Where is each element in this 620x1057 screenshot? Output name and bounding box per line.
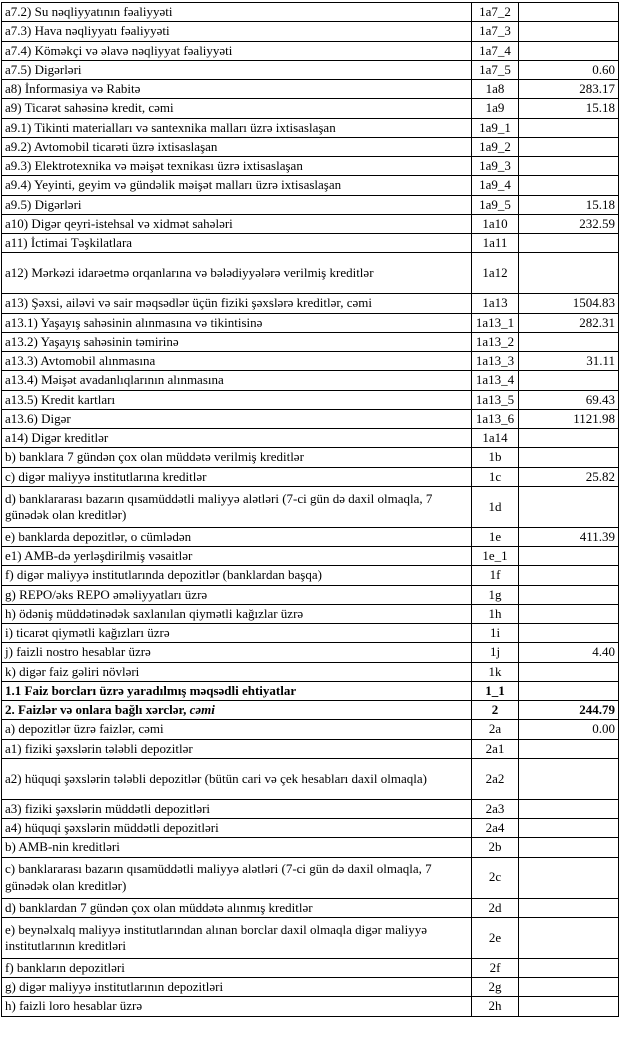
- row-label: g) digər maliyyə institutlarının depozitləri: [2, 978, 472, 997]
- table-row: [2, 681, 619, 700]
- row-code: 1a9_5: [472, 195, 519, 214]
- table-row: [2, 234, 619, 253]
- row-label: a14) Digər kreditlər: [2, 429, 472, 448]
- row-label: a13.2) Yaşayış sahəsinin təmirinə: [2, 332, 472, 351]
- row-label: a7.3) Hava nəqliyyatı fəaliyyəti: [2, 22, 472, 41]
- row-code: 1a9: [472, 99, 519, 118]
- table-row: [2, 799, 619, 818]
- row-label: j) faizli nostro hesablar üzrə: [2, 643, 472, 662]
- financial-report-table: [1, 2, 619, 1017]
- row-value: [519, 234, 619, 253]
- row-label: a10) Digər qeyri-istehsal və xidmət sahələri: [2, 214, 472, 233]
- row-value: [519, 819, 619, 838]
- table-row: [2, 958, 619, 977]
- row-label: a7.4) Köməkçi və əlavə nəqliyyat fəaliyyəti: [2, 41, 472, 60]
- row-code: 1a7_4: [472, 41, 519, 60]
- row-code: 1a13: [472, 294, 519, 313]
- row-label: 1.1 Faiz borcları üzrə yaradılmış məqsədli ehtiyatlar: [2, 681, 472, 700]
- row-label: a11) İctimai Təşkilatlara: [2, 234, 472, 253]
- row-label: e) banklarda depozitlər, o cümlədən: [2, 527, 472, 546]
- table-row: [2, 313, 619, 332]
- row-value: [519, 118, 619, 137]
- row-code: 1a7_3: [472, 22, 519, 41]
- row-code: 1a9_2: [472, 137, 519, 156]
- row-code: 2g: [472, 978, 519, 997]
- row-value: [519, 604, 619, 623]
- table-row: [2, 566, 619, 585]
- row-value: 0.00: [519, 720, 619, 739]
- table-row: [2, 157, 619, 176]
- table-row: [2, 294, 619, 313]
- table-row: [2, 585, 619, 604]
- row-label: a9.5) Digərləri: [2, 195, 472, 214]
- table-row: [2, 3, 619, 22]
- row-value: [519, 758, 619, 799]
- table-row: [2, 60, 619, 79]
- row-label: a13.4) Məişət avadanlıqlarının alınmasına: [2, 371, 472, 390]
- row-label: a9.4) Yeyinti, geyim və gündəlik məişət malları üzrə ixtisaslaşan: [2, 176, 472, 195]
- row-value: [519, 898, 619, 917]
- table-row: [2, 486, 619, 527]
- row-label: b) banklara 7 gündən çox olan müddətə verilmiş kreditlər: [2, 448, 472, 467]
- row-label: a1) fiziki şəxslərin tələbli depozitlər: [2, 739, 472, 758]
- row-label: a12) Mərkəzi idarəetmə orqanlarına və bələdiyyələrə verilmiş kreditlər: [2, 253, 472, 294]
- row-value: [519, 857, 619, 898]
- report-table-body: [2, 3, 619, 1017]
- row-label: c) banklararası bazarın qısamüddətli maliyyə alətləri (7-ci gün də daxil olmaqla, 7 günədək olan kreditlər): [2, 857, 472, 898]
- row-label: f) digər maliyyə institutlarında depozitlər (banklardan başqa): [2, 566, 472, 585]
- row-value: [519, 41, 619, 60]
- table-row: [2, 857, 619, 898]
- row-code: 2a: [472, 720, 519, 739]
- row-code: 1a14: [472, 429, 519, 448]
- row-value: 0.60: [519, 60, 619, 79]
- row-code: 1a13_3: [472, 352, 519, 371]
- row-code: 1a8: [472, 80, 519, 99]
- row-label: e1) AMB-də yerləşdirilmiş vəsaitlər: [2, 547, 472, 566]
- row-code: 2b: [472, 838, 519, 857]
- row-label: b) AMB-nin kreditləri: [2, 838, 472, 857]
- row-label: h) ödəniş müddətinədək saxlanılan qiymətli kağızlar üzrə: [2, 604, 472, 623]
- table-row: [2, 604, 619, 623]
- row-value: [519, 253, 619, 294]
- row-code: 2c: [472, 857, 519, 898]
- table-row: [2, 917, 619, 958]
- row-value: 232.59: [519, 214, 619, 233]
- table-row: [2, 467, 619, 486]
- row-label: e) beynəlxalq maliyyə institutlarından alınan borclar daxil olmaqla digər maliyyə institutlarının kreditləri: [2, 917, 472, 958]
- row-value: [519, 371, 619, 390]
- row-value: 244.79: [519, 701, 619, 720]
- table-row: [2, 22, 619, 41]
- row-value: [519, 547, 619, 566]
- table-row: [2, 214, 619, 233]
- row-code: 1e_1: [472, 547, 519, 566]
- row-label: a13.3) Avtomobil alınmasına: [2, 352, 472, 371]
- table-row: [2, 390, 619, 409]
- row-code: 1a7_5: [472, 60, 519, 79]
- table-row: [2, 758, 619, 799]
- row-value: 25.82: [519, 467, 619, 486]
- table-row: [2, 176, 619, 195]
- table-row: [2, 547, 619, 566]
- row-label: d) banklararası bazarın qısamüddətli maliyyə alətləri (7-ci gün də daxil olmaqla, 7 günədək olan kreditlər): [2, 486, 472, 527]
- row-code: 1a13_4: [472, 371, 519, 390]
- row-value: [519, 624, 619, 643]
- row-code: 2h: [472, 997, 519, 1016]
- row-label: a13.6) Digər: [2, 409, 472, 428]
- row-label: a8) İnformasiya və Rabitə: [2, 80, 472, 99]
- row-code: 1a9_3: [472, 157, 519, 176]
- table-row: [2, 643, 619, 662]
- row-code: 1a13_2: [472, 332, 519, 351]
- row-value: [519, 838, 619, 857]
- row-code: 1j: [472, 643, 519, 662]
- row-label: a13.5) Kredit kartları: [2, 390, 472, 409]
- row-code: 1a13_5: [472, 390, 519, 409]
- row-value: [519, 978, 619, 997]
- row-code: 1c: [472, 467, 519, 486]
- row-code: 1a13_1: [472, 313, 519, 332]
- row-code: 1k: [472, 662, 519, 681]
- row-code: 1a13_6: [472, 409, 519, 428]
- table-row: [2, 195, 619, 214]
- row-value: [519, 566, 619, 585]
- row-label: a9.1) Tikinti materialları və santexnika malları üzrə ixtisaslaşan: [2, 118, 472, 137]
- table-row: [2, 80, 619, 99]
- row-label: a9) Ticarət sahəsinə kredit, cəmi: [2, 99, 472, 118]
- row-value: [519, 486, 619, 527]
- row-value: 283.17: [519, 80, 619, 99]
- row-label: a4) hüquqi şəxslərin müddətli depozitləri: [2, 819, 472, 838]
- table-row: [2, 137, 619, 156]
- row-code: 1e: [472, 527, 519, 546]
- row-label-italic: cəmi: [189, 702, 215, 717]
- row-value: [519, 3, 619, 22]
- table-row: [2, 41, 619, 60]
- row-code: 1d: [472, 486, 519, 527]
- row-code: 1b: [472, 448, 519, 467]
- row-value: [519, 137, 619, 156]
- row-value: 15.18: [519, 195, 619, 214]
- row-code: 2: [472, 701, 519, 720]
- row-value: [519, 448, 619, 467]
- row-code: 1h: [472, 604, 519, 623]
- row-value: [519, 799, 619, 818]
- row-code: 1i: [472, 624, 519, 643]
- row-value: 1121.98: [519, 409, 619, 428]
- table-row: [2, 997, 619, 1016]
- row-code: 1f: [472, 566, 519, 585]
- row-value: [519, 585, 619, 604]
- row-label: 2. Faizlər və onlara bağlı xərclər, cəmi: [2, 701, 472, 720]
- table-row: [2, 99, 619, 118]
- row-label: a13.1) Yaşayış sahəsinin alınmasına və tikintisinə: [2, 313, 472, 332]
- row-label: a2) hüquqi şəxslərin tələbli depozitlər (bütün cari və çek hesabları daxil olmaqla): [2, 758, 472, 799]
- row-label: d) banklardan 7 gündən çox olan müddətə alınmış kreditlər: [2, 898, 472, 917]
- table-row: [2, 898, 619, 917]
- row-value: [519, 739, 619, 758]
- row-code: 2a4: [472, 819, 519, 838]
- row-label: i) ticarət qiymətli kağızları üzrə: [2, 624, 472, 643]
- row-value: 282.31: [519, 313, 619, 332]
- table-row: [2, 371, 619, 390]
- row-value: [519, 332, 619, 351]
- row-value: [519, 22, 619, 41]
- row-value: [519, 176, 619, 195]
- table-row: [2, 429, 619, 448]
- row-value: [519, 997, 619, 1016]
- row-code: 1_1: [472, 681, 519, 700]
- row-label: g) REPO/əks REPO əməliyyatları üzrə: [2, 585, 472, 604]
- row-value: 1504.83: [519, 294, 619, 313]
- table-row: [2, 662, 619, 681]
- row-code: 1a11: [472, 234, 519, 253]
- row-value: 4.40: [519, 643, 619, 662]
- row-label: a9.2) Avtomobil ticarəti üzrə ixtisaslaşan: [2, 137, 472, 156]
- row-value: [519, 681, 619, 700]
- row-value: 411.39: [519, 527, 619, 546]
- table-row: [2, 118, 619, 137]
- table-row: [2, 253, 619, 294]
- row-code: 1a7_2: [472, 3, 519, 22]
- row-value: [519, 917, 619, 958]
- row-code: 2a3: [472, 799, 519, 818]
- table-row: [2, 624, 619, 643]
- row-code: 1a12: [472, 253, 519, 294]
- row-label: c) digər maliyyə institutlarına kreditlər: [2, 467, 472, 486]
- row-value: 31.11: [519, 352, 619, 371]
- row-code: 2a2: [472, 758, 519, 799]
- row-value: [519, 429, 619, 448]
- row-code: 2a1: [472, 739, 519, 758]
- row-code: 1a9_1: [472, 118, 519, 137]
- row-code: 1a9_4: [472, 176, 519, 195]
- row-value: 15.18: [519, 99, 619, 118]
- row-code: 2f: [472, 958, 519, 977]
- table-row: [2, 409, 619, 428]
- row-value: [519, 157, 619, 176]
- row-label: a7.5) Digərləri: [2, 60, 472, 79]
- row-code: 1g: [472, 585, 519, 604]
- row-label: a7.2) Su nəqliyyatının fəaliyyəti: [2, 3, 472, 22]
- row-label: a9.3) Elektrotexnika və məişət texnikası üzrə ixtisaslaşan: [2, 157, 472, 176]
- row-value: [519, 662, 619, 681]
- row-label: a13) Şəxsi, ailəvi və sair məqsədlər üçün fiziki şəxslərə kreditlər, cəmi: [2, 294, 472, 313]
- row-label: h) faizli loro hesablar üzrə: [2, 997, 472, 1016]
- table-row: [2, 838, 619, 857]
- row-label: k) digər faiz gəliri növləri: [2, 662, 472, 681]
- table-row: [2, 978, 619, 997]
- row-code: 2d: [472, 898, 519, 917]
- table-row: [2, 332, 619, 351]
- row-code: 1a10: [472, 214, 519, 233]
- table-row: [2, 448, 619, 467]
- table-row: [2, 701, 619, 720]
- table-row: [2, 527, 619, 546]
- row-value: 69.43: [519, 390, 619, 409]
- row-label: a3) fiziki şəxslərin müddətli depozitləri: [2, 799, 472, 818]
- table-row: [2, 739, 619, 758]
- table-row: [2, 819, 619, 838]
- row-code: 2e: [472, 917, 519, 958]
- table-row: [2, 352, 619, 371]
- row-label: a) depozitlər üzrə faizlər, cəmi: [2, 720, 472, 739]
- table-row: [2, 720, 619, 739]
- row-value: [519, 958, 619, 977]
- row-label: f) bankların depozitləri: [2, 958, 472, 977]
